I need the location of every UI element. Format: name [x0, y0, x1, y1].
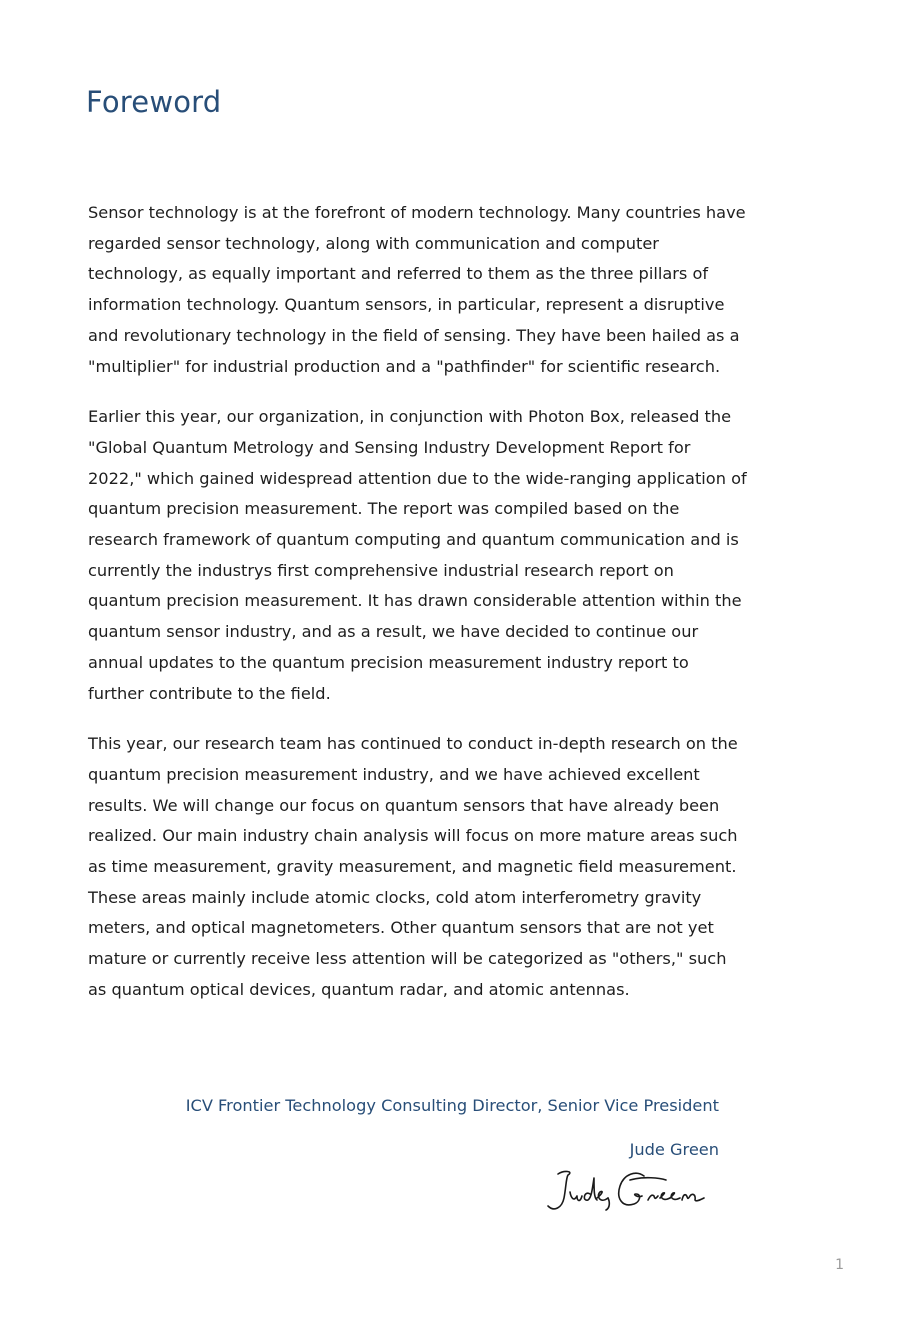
signer-name: Jude Green	[629, 1140, 719, 1159]
paragraph: Earlier this year, our organization, in conjunction with Photon Box, released the "Global Quantum Metrology and Sensing Industry Development Report for 2022," which gained widespread attention due to the wide-ranging application of quantum precision measurement. The report was compiled based on the research framework of quantum computing and quantum communication and is currently the industrys first comprehensive industrial research report on quantum precision measurement. It has drawn considerable attention within the quantum sensor industry, and as a result, we have decided to continue our annual updates to the quantum precision measurement industry report to further contribute to the field.	[88, 407, 747, 703]
foreword-body	[88, 198, 748, 1026]
handwritten-signature	[544, 1166, 724, 1216]
paragraph: This year, our research team has continued to conduct in-depth research on the quantum precision measurement industry, and we have achieved excellent results. We will change our focus on quantum sensors that have already been realized. Our main industry chain analysis will focus on more mature areas such as time measurement, gravity measurement, and magnetic field measurement. These areas mainly include atomic clocks, cold atom interferometry gravity meters, and optical magnetometers. Other quantum sensors that are not yet mature or currently receive less attention will be categorized as "others," such as quantum optical devices, quantum radar, and atomic antennas.	[88, 734, 738, 999]
signature-block	[186, 1091, 719, 1165]
paragraph: Sensor technology is at the forefront of modern technology. Many countries have regarded sensor technology, along with communication and computer technology, as equally important and referred to them as the three pillars of information technology. Quantum sensors, in particular, represent a disruptive and revolutionary technology in the field of sensing. They have been hailed as a "multiplier" for industrial production and a "pathfinder" for scientific research.	[88, 203, 746, 376]
page-number: 1	[835, 1257, 844, 1273]
page-title: Foreword	[86, 85, 222, 119]
signer-role: ICV Frontier Technology Consulting Director, Senior Vice President	[185, 1096, 719, 1115]
